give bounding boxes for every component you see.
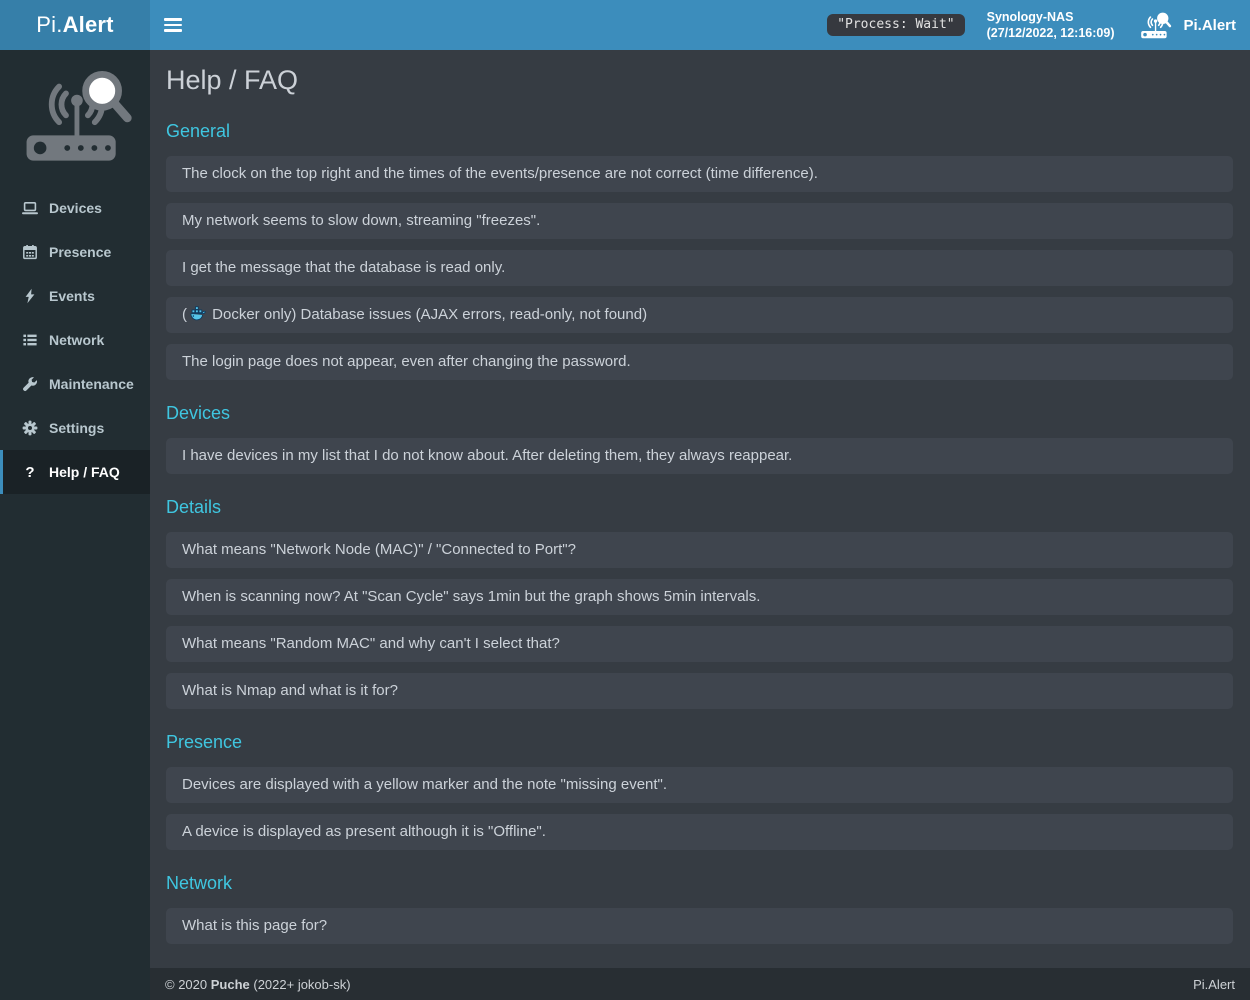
footer: [150, 968, 1250, 1000]
faq-item[interactable]: [166, 250, 1233, 286]
sidebar-item-network[interactable]: [0, 318, 150, 362]
sidebar: [0, 50, 150, 1000]
section-title-general: General: [166, 121, 231, 141]
page-title: Help / FAQ: [166, 65, 299, 95]
faq-item-text: My network seems to slow down, streaming "freezes".: [182, 212, 541, 229]
laptop-icon: [21, 200, 39, 216]
faq-item[interactable]: [166, 297, 1233, 333]
faq-item[interactable]: [166, 203, 1233, 239]
navbar: [150, 0, 1250, 50]
footer-copyright-suffix[interactable]: (2022+ jokob-sk): [249, 976, 351, 992]
faq-item[interactable]: [166, 673, 1233, 709]
pialert-router-icon: [1136, 10, 1174, 41]
brand-alert: Alert: [62, 12, 114, 37]
sidebar-item-presence[interactable]: [0, 230, 150, 274]
sidebar-item-help-faq[interactable]: [0, 450, 150, 494]
footer-app-name: Pi.Alert: [1193, 976, 1235, 992]
faq-item-text: A device is displayed as present although it is "Offline".: [182, 823, 546, 840]
sidebar-toggle-button[interactable]: [150, 0, 196, 50]
nas-name: Synology-NAS: [986, 10, 1074, 24]
faq-item-text: What is Nmap and what is it for?: [182, 682, 398, 699]
sidebar-item-label: Presence: [49, 244, 112, 260]
main-content: [150, 50, 1250, 968]
faq-item[interactable]: [166, 532, 1233, 568]
list-icon: [21, 332, 39, 348]
faq-item-text: (: [182, 306, 187, 323]
app-logo[interactable]: [0, 0, 150, 50]
faq-item-text: The clock on the top right and the times of the events/presence are not correct (time difference).: [182, 165, 818, 182]
process-status-badge: "Process: Wait": [827, 14, 964, 36]
top-header: [0, 0, 1250, 50]
faq-item-text: When is scanning now? At "Scan Cycle" says 1min but the graph shows 5min intervals.: [182, 588, 761, 605]
sidebar-item-events[interactable]: [0, 274, 150, 318]
header-app-link[interactable]: [1136, 10, 1236, 41]
sidebar-item-label: Network: [49, 332, 105, 348]
faq-item[interactable]: [166, 626, 1233, 662]
sidebar-item-label: Settings: [49, 420, 105, 436]
section-title-presence: Presence: [166, 732, 243, 752]
sidebar-item-label: Help / FAQ: [49, 464, 120, 480]
bolt-icon: [21, 288, 39, 304]
sidebar-item-devices[interactable]: [0, 186, 150, 230]
faq-item[interactable]: [166, 156, 1233, 192]
sidebar-item-label: Devices: [49, 200, 102, 216]
faq-item[interactable]: [166, 579, 1233, 615]
sidebar-item-settings[interactable]: [0, 406, 150, 450]
faq-item-text: What is this page for?: [182, 917, 328, 934]
brand-pi: Pi.: [36, 12, 63, 37]
faq-item[interactable]: [166, 908, 1233, 944]
header-app-name: Pi.Alert: [1183, 16, 1236, 34]
faq-item-text: Docker only) Database issues (AJAX errors, read-only, not found): [208, 306, 648, 323]
section-title-devices: Devices: [166, 403, 231, 423]
faq-item-text: I get the message that the database is read only.: [182, 259, 506, 276]
faq-item[interactable]: [166, 438, 1233, 474]
sidebar-item-label: Events: [49, 288, 95, 304]
sidebar-item-label: Maintenance: [49, 376, 134, 392]
gear-icon: [21, 420, 39, 436]
sidebar-item-maintenance[interactable]: [0, 362, 150, 406]
hamburger-icon: [164, 18, 182, 32]
footer-copyright-prefix: © 2020: [165, 976, 211, 992]
faq-item[interactable]: [166, 767, 1233, 803]
sidebar-menu: [0, 186, 150, 494]
footer-copyright: [165, 977, 351, 992]
faq-item-text: The login page does not appear, even after changing the password.: [182, 353, 631, 370]
faq-item-text: What means "Network Node (MAC)" / "Connected to Port"?: [182, 541, 576, 558]
section-title-details: Details: [166, 497, 222, 517]
question-icon: ?: [25, 463, 35, 481]
nas-clock: [987, 9, 1115, 41]
faq-item-text: I have devices in my list that I do not know about. After deleting them, they always reappear.: [182, 447, 793, 464]
wrench-icon: [21, 376, 39, 392]
faq-item[interactable]: [166, 814, 1233, 850]
calendar-icon: [21, 244, 39, 260]
pialert-logo-icon: [13, 60, 137, 172]
faq-item-text: Devices are displayed with a yellow marker and the note "missing event".: [182, 776, 668, 793]
footer-copyright-author[interactable]: Puche: [210, 976, 250, 992]
faq-item-text: What means "Random MAC" and why can't I select that?: [182, 635, 560, 652]
section-title-network: Network: [166, 873, 233, 893]
faq-item[interactable]: [166, 344, 1233, 380]
docker-whale-icon: [189, 306, 206, 321]
nas-datetime: (27/12/2022, 12:16:09): [986, 26, 1115, 40]
